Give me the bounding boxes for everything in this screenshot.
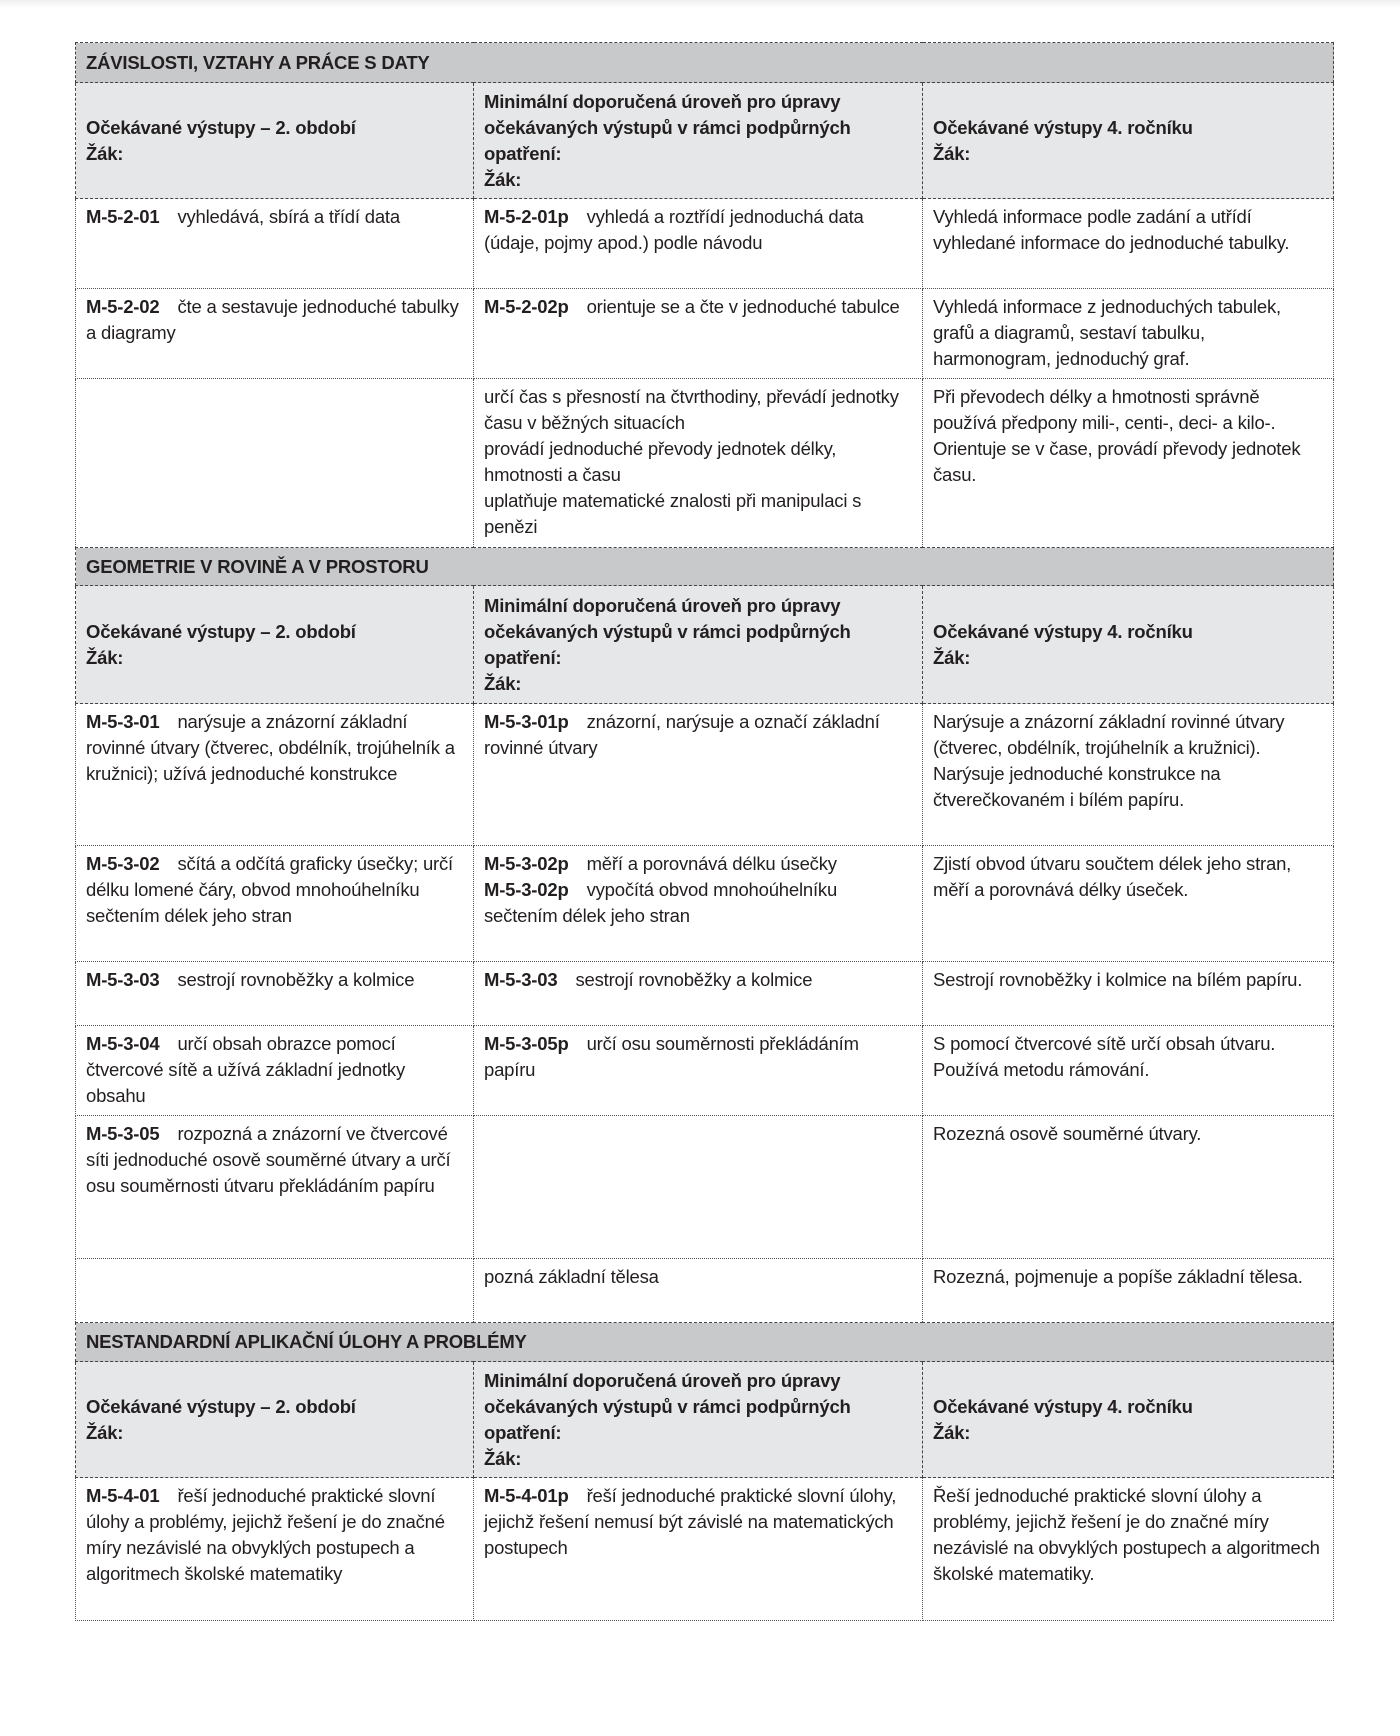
curriculum-table-body [76, 43, 1334, 1621]
page-top-band [0, 0, 1400, 8]
column-header-row [76, 83, 1334, 199]
cell-minimum-recommended-level [474, 379, 923, 548]
cell-expected-outcomes-period-2 [76, 1259, 474, 1323]
table-row [76, 962, 1334, 1026]
outcome-text: Vyhledá informace z jednoduchých tabulek, grafů a diagramů, sestaví tabulku, harmonogram, jednoduchý graf. [933, 296, 1281, 369]
cell-entry [484, 967, 912, 993]
cell-text-line: provádí jednoduché převody jednotek délky, hmotnosti a času [484, 438, 837, 485]
cell-expected-outcomes-period-2 [76, 1026, 474, 1116]
outcome-text: Rozezná osově souměrné útvary. [933, 1123, 1202, 1144]
section-title: GEOMETRIE V ROVINĚ A V PROSTORU [76, 548, 1334, 586]
cell-entry [484, 1031, 912, 1083]
column-header-expected-outcomes-period-2 [76, 586, 474, 704]
column-header-line: Minimální doporučená úroveň pro úpravy [484, 1370, 841, 1391]
outcome-code: M-5-3-02 [86, 853, 160, 874]
cell-entry [484, 709, 912, 761]
outcome-text: narýsuje a znázorní základní rovinné útvary (čtverec, obdélník, trojúhelník a kružnici); užívá jednoduché konstrukce [86, 711, 455, 784]
cell-entry [86, 967, 463, 993]
outcome-text: Zjistí obvod útvaru součtem délek jeho stran, měří a porovnává délky úseček. [933, 853, 1292, 900]
outcome-text: určí osu souměrnosti překládáním papíru [484, 1033, 859, 1080]
outcome-text: S pomocí čtvercové sítě určí obsah útvaru. Používá metodu rámování. [933, 1033, 1276, 1080]
outcome-code: M-5-4-01p [484, 1485, 569, 1506]
table-row [76, 1116, 1334, 1259]
column-header-line: Očekávané výstupy 4. ročníku [933, 1396, 1193, 1417]
outcome-text: vyhledá a roztřídí jednoduchá data (údaje, pojmy apod.) podle návodu [484, 206, 864, 253]
column-header-line: opatření: [484, 1422, 562, 1443]
outcome-code: M-5-2-02 [86, 296, 160, 317]
column-header-line: očekávaných výstupů v rámci podpůrných [484, 1396, 851, 1417]
curriculum-table [75, 42, 1334, 1621]
column-header-expected-outcomes-grade-4 [923, 586, 1334, 704]
outcome-text: řeší jednoduché praktické slovní úlohy a problémy, jejichž řešení je do značné míry nezávislé na obvyklých postupech a algoritmech školské matematiky [86, 1485, 445, 1584]
cell-expected-outcomes-period-2 [76, 846, 474, 962]
cell-entry [933, 294, 1323, 372]
cell-entry [484, 877, 912, 929]
cell-entry [484, 294, 912, 320]
section-title-row [76, 1323, 1334, 1362]
column-header-expected-outcomes-period-2 [76, 1362, 474, 1478]
column-header-line: Žák: [933, 143, 971, 164]
outcome-code: M-5-3-01p [484, 711, 569, 732]
cell-expected-outcomes-grade-4 [923, 1478, 1334, 1621]
cell-entry [484, 851, 912, 877]
column-header-line: Očekávané výstupy – 2. období [86, 117, 356, 138]
cell-expected-outcomes-grade-4 [923, 289, 1334, 379]
column-header-row [76, 586, 1334, 704]
table-row [76, 289, 1334, 379]
cell-entry [933, 1264, 1323, 1290]
outcome-text: vyhledává, sbírá a třídí data [177, 206, 400, 227]
outcome-text: rozpozná a znázorní ve čtvercové síti jednoduché osově souměrné útvary a určí osu souměrnosti útvaru překládáním papíru [86, 1123, 451, 1196]
column-header-line: Minimální doporučená úroveň pro úpravy [484, 91, 841, 112]
column-header-minimum-recommended-level [474, 83, 923, 199]
cell-text-line: uplatňuje matematické znalosti při manipulaci s penězi [484, 490, 862, 537]
cell-entry [933, 1121, 1323, 1147]
outcome-text: znázorní, narýsuje a označí základní rovinné útvary [484, 711, 880, 758]
cell-text-line: určí čas s přesností na čtvrthodiny, převádí jednotky času v běžných situacích [484, 386, 899, 433]
cell-expected-outcomes-grade-4 [923, 962, 1334, 1026]
outcome-code: M-5-3-05 [86, 1123, 160, 1144]
outcome-code: M-5-3-04 [86, 1033, 160, 1054]
cell-entry [86, 1031, 463, 1109]
column-header-line: Žák: [484, 1448, 522, 1469]
section-title: ZÁVISLOSTI, VZTAHY A PRÁCE S DATY [76, 43, 1334, 83]
outcome-code: M-5-3-03 [484, 969, 558, 990]
cell-entry [86, 1121, 463, 1199]
cell-expected-outcomes-grade-4 [923, 704, 1334, 846]
column-header-line: Očekávané výstupy – 2. období [86, 1396, 356, 1417]
outcome-code: M-5-2-01 [86, 206, 160, 227]
cell-minimum-recommended-level [474, 1116, 923, 1259]
cell-entry [86, 1483, 463, 1587]
cell-entry [86, 709, 463, 787]
column-header-line: opatření: [484, 143, 562, 164]
cell-expected-outcomes-grade-4 [923, 379, 1334, 548]
column-header-line: Žák: [484, 673, 522, 694]
column-header-line: Žák: [933, 647, 971, 668]
column-header-minimum-recommended-level [474, 586, 923, 704]
outcome-text: řeší jednoduché praktické slovní úlohy, jejichž řešení nemusí být závislé na matematických postupech [484, 1485, 897, 1558]
cell-minimum-recommended-level [474, 1259, 923, 1323]
cell-entry [933, 709, 1323, 813]
column-header-line: Žák: [933, 1422, 971, 1443]
table-row [76, 704, 1334, 846]
outcome-code: M-5-3-02p [484, 879, 569, 900]
outcome-code: M-5-3-02p [484, 853, 569, 874]
cell-entry [86, 204, 463, 230]
outcome-text: Vyhledá informace podle zadání a utřídí vyhledané informace do jednoduché tabulky. [933, 206, 1290, 253]
outcome-text: orientuje se a čte v jednoduché tabulce [586, 296, 900, 317]
table-row [76, 1478, 1334, 1621]
column-header-line: Žák: [86, 647, 124, 668]
outcome-text: Rozezná, pojmenuje a popíše základní tělesa. [933, 1266, 1303, 1287]
outcome-text: Řeší jednoduché praktické slovní úlohy a problémy, jejichž řešení je do značné míry nezávislé na obvyklých postupech a algoritmech školské matematiky. [933, 1485, 1320, 1584]
column-header-line: Minimální doporučená úroveň pro úpravy [484, 595, 841, 616]
cell-entry [484, 204, 912, 256]
cell-expected-outcomes-grade-4 [923, 199, 1334, 289]
cell-expected-outcomes-period-2 [76, 1116, 474, 1259]
column-header-line: očekávaných výstupů v rámci podpůrných [484, 621, 851, 642]
cell-entry [86, 851, 463, 929]
section-title-row [76, 43, 1334, 83]
outcome-code: M-5-3-03 [86, 969, 160, 990]
cell-entry [484, 1264, 912, 1290]
outcome-text: sestrojí rovnoběžky a kolmice [575, 969, 813, 990]
table-row [76, 199, 1334, 289]
outcome-text: pozná základní tělesa [484, 1266, 659, 1287]
outcome-text: Narýsuje a znázorní základní rovinné útvary (čtverec, obdélník, trojúhelník a kružnici). Narýsuje jednoduché konstrukce na čtverečkovaném i bílém papíru. [933, 711, 1285, 810]
outcome-code: M-5-3-05p [484, 1033, 569, 1054]
table-row [76, 1259, 1334, 1323]
column-header-line: Žák: [86, 1422, 124, 1443]
cell-minimum-recommended-level [474, 704, 923, 846]
outcome-text: Sestrojí rovnoběžky i kolmice na bílém papíru. [933, 969, 1303, 990]
column-header-row [76, 1362, 1334, 1478]
outcome-text: čte a sestavuje jednoduché tabulky a diagramy [86, 296, 459, 343]
cell-entry [933, 1031, 1323, 1083]
column-header-expected-outcomes-grade-4 [923, 83, 1334, 199]
outcome-text: měří a porovnává délku úsečky [586, 853, 837, 874]
outcome-text: určí obsah obrazce pomocí čtvercové sítě a užívá základní jednotky obsahu [86, 1033, 406, 1106]
section-title: NESTANDARDNÍ APLIKAČNÍ ÚLOHY A PROBLÉMY [76, 1323, 1334, 1362]
outcome-code: M-5-3-01 [86, 711, 160, 732]
cell-text-line: Při převodech délky a hmotnosti správně používá předpony mili-, centi-, deci- a kilo-. [933, 386, 1276, 433]
outcome-text: sčítá a odčítá graficky úsečky; určí délku lomené čáry, obvod mnohoúhelníku sečtením délek jeho stran [86, 853, 454, 926]
cell-expected-outcomes-grade-4 [923, 1116, 1334, 1259]
cell-expected-outcomes-grade-4 [923, 1259, 1334, 1323]
column-header-expected-outcomes-grade-4 [923, 1362, 1334, 1478]
outcome-code: M-5-2-02p [484, 296, 569, 317]
column-header-line: Žák: [484, 169, 522, 190]
cell-expected-outcomes-period-2 [76, 962, 474, 1026]
table-row [76, 379, 1334, 548]
section-title-row [76, 548, 1334, 586]
cell-text-line: Orientuje se v čase, provádí převody jednotek času. [933, 438, 1301, 485]
cell-minimum-recommended-level [474, 962, 923, 1026]
cell-entry [933, 1483, 1323, 1587]
cell-minimum-recommended-level [474, 199, 923, 289]
cell-expected-outcomes-grade-4 [923, 846, 1334, 962]
cell-minimum-recommended-level [474, 1478, 923, 1621]
cell-expected-outcomes-period-2 [76, 379, 474, 548]
cell-entry [933, 967, 1323, 993]
cell-expected-outcomes-period-2 [76, 704, 474, 846]
column-header-line: opatření: [484, 647, 562, 668]
column-header-line: Očekávané výstupy 4. ročníku [933, 621, 1193, 642]
column-header-line: Očekávané výstupy 4. ročníku [933, 117, 1193, 138]
outcome-code: M-5-2-01p [484, 206, 569, 227]
cell-minimum-recommended-level [474, 846, 923, 962]
table-row [76, 1026, 1334, 1116]
outcome-text: vypočítá obvod mnohoúhelníku sečtením délek jeho stran [484, 879, 838, 926]
table-row [76, 846, 1334, 962]
cell-entry [484, 1483, 912, 1561]
cell-minimum-recommended-level [474, 289, 923, 379]
cell-entry [933, 204, 1323, 256]
cell-expected-outcomes-period-2 [76, 289, 474, 379]
column-header-expected-outcomes-period-2 [76, 83, 474, 199]
cell-expected-outcomes-grade-4 [923, 1026, 1334, 1116]
cell-minimum-recommended-level [474, 1026, 923, 1116]
cell-expected-outcomes-period-2 [76, 1478, 474, 1621]
column-header-line: Žák: [86, 143, 124, 164]
column-header-line: očekávaných výstupů v rámci podpůrných [484, 117, 851, 138]
cell-entry [933, 851, 1323, 903]
outcome-code: M-5-4-01 [86, 1485, 160, 1506]
cell-expected-outcomes-period-2 [76, 199, 474, 289]
column-header-minimum-recommended-level [474, 1362, 923, 1478]
outcome-text: sestrojí rovnoběžky a kolmice [177, 969, 415, 990]
cell-entry [86, 294, 463, 346]
column-header-line: Očekávané výstupy – 2. období [86, 621, 356, 642]
